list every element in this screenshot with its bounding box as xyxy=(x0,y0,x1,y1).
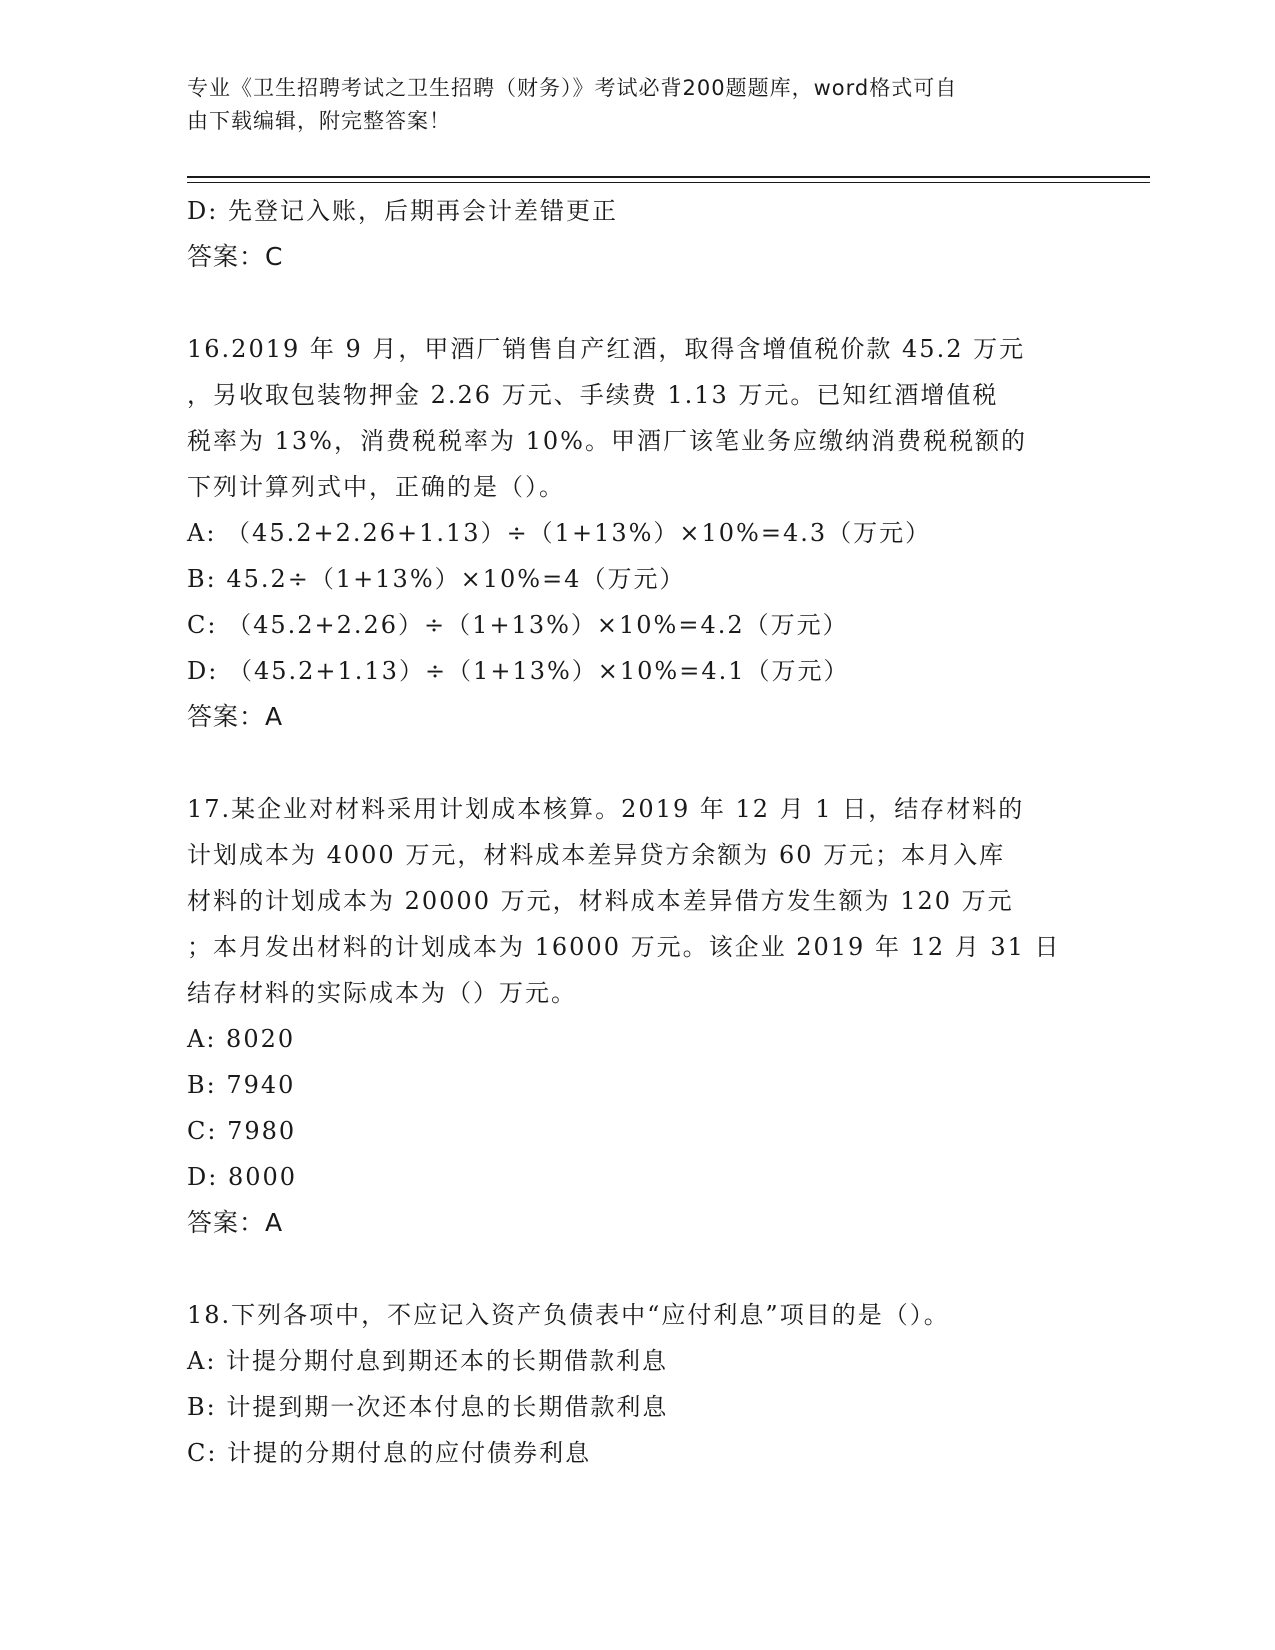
q16-text-line: 下列计算列式中，正确的是（）。 xyxy=(187,473,565,501)
q17-text-line: 计划成本为 4000 万元，材料成本差异贷方余额为 60 万元；本月入库 xyxy=(187,841,1006,869)
prev-option-d: D: 先登记入账，后期再会计差错更正 xyxy=(187,197,618,225)
q16-answer: 答案：A xyxy=(187,702,284,731)
q16-option-b: B: 45.2÷（1+13%）×10%=4（万元） xyxy=(187,565,686,593)
q17-text-line: 材料的计划成本为 20000 万元，材料成本差异借方发生额为 120 万元 xyxy=(187,887,1014,915)
q17-text-line: 结存材料的实际成本为（）万元。 xyxy=(187,979,577,1007)
q18-option-c: C: 计提的分期付息的应付债券利息 xyxy=(187,1439,592,1467)
q16-option-a: A: （45.2+2.26+1.13）÷（1+13%）×10%=4.3（万元） xyxy=(187,519,932,547)
q17-option-c: C: 7980 xyxy=(187,1117,297,1145)
spacer xyxy=(187,740,1067,786)
q17-text-line: ；本月发出材料的计划成本为 16000 万元。该企业 2019 年 12 月 31 日 xyxy=(187,933,1061,961)
spacer xyxy=(187,280,1067,326)
q17-answer: 答案：A xyxy=(187,1208,284,1237)
q17-option-a: A: 8020 xyxy=(187,1025,296,1053)
header-line-2: 由下载编辑，附完整答案！ xyxy=(187,109,451,133)
prev-answer: 答案：C xyxy=(187,242,284,271)
question-17 xyxy=(187,786,1067,1246)
question-18 xyxy=(187,1292,1067,1476)
header-divider-thin xyxy=(187,182,1150,183)
q16-text-line: 16.2019 年 9 月，甲酒厂销售自产红酒，取得含增值税价款 45.2 万元 xyxy=(187,335,1026,363)
document-body xyxy=(187,188,1067,1476)
q16-option-c: C: （45.2+2.26）÷（1+13%）×10%=4.2（万元） xyxy=(187,611,849,639)
q18-option-a: A: 计提分期付息到期还本的长期借款利息 xyxy=(187,1347,669,1375)
header-line-1: 专业《卫生招聘考试之卫生招聘（财务）》考试必背200题题库，word格式可自 xyxy=(187,76,958,100)
q16-text-line: 税率为 13%，消费税税率为 10%。甲酒厂该笔业务应缴纳消费税税额的 xyxy=(187,427,1027,455)
q17-text-line: 17.某企业对材料采用计划成本核算。2019 年 12 月 1 日，结存材料的 xyxy=(187,795,1025,823)
page-header xyxy=(187,72,1087,138)
header-divider-thick xyxy=(187,176,1150,178)
q17-option-b: B: 7940 xyxy=(187,1071,296,1099)
q18-text-line: 18.下列各项中，不应记入资产负债表中“应付利息”项目的是（）。 xyxy=(187,1301,950,1329)
q17-option-d: D: 8000 xyxy=(187,1163,298,1191)
spacer xyxy=(187,1246,1067,1292)
q16-text-line: ，另收取包装物押金 2.26 万元、手续费 1.13 万元。已知红酒增值税 xyxy=(187,381,999,409)
q18-option-b: B: 计提到期一次还本付息的长期借款利息 xyxy=(187,1393,669,1421)
q16-option-d: D: （45.2+1.13）÷（1+13%）×10%=4.1（万元） xyxy=(187,657,850,685)
question-16 xyxy=(187,326,1067,740)
